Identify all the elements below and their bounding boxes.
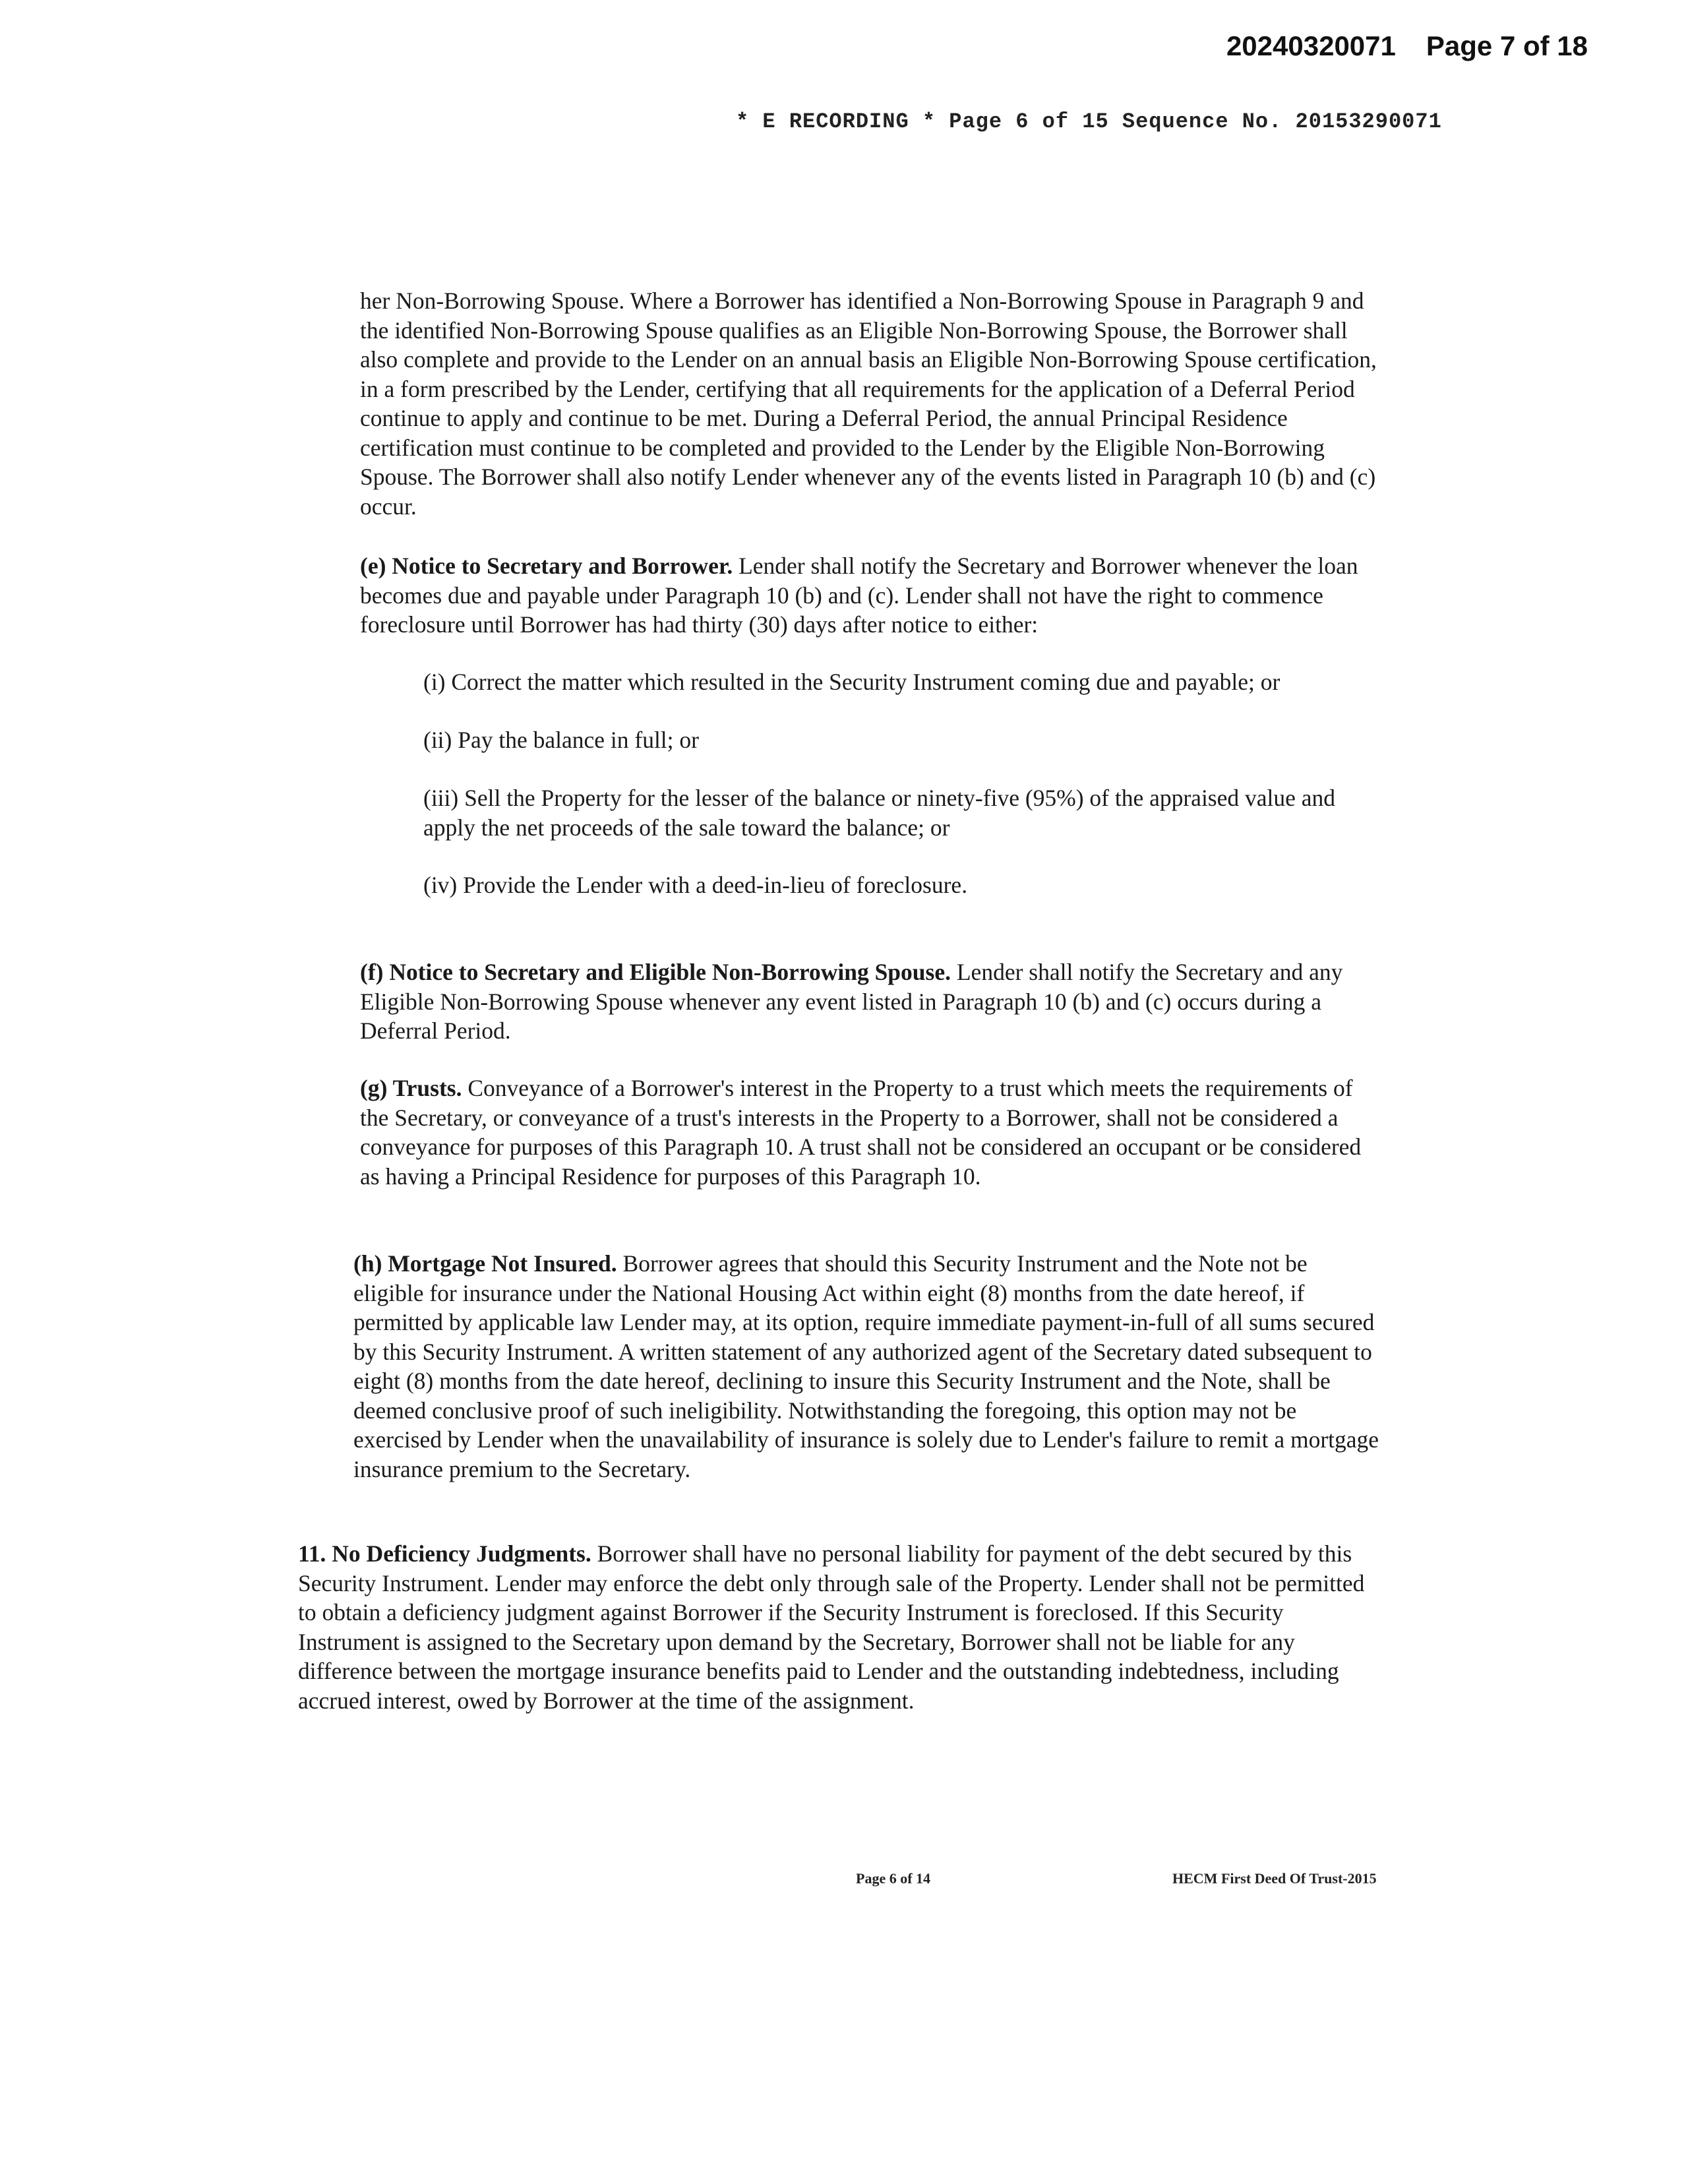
footer-form-name: HECM First Deed Of Trust-2015 bbox=[1172, 1870, 1377, 1887]
section-11-text: Borrower shall have no personal liability for payment of the debt secured by this Security Instrument. Lender may enforce the debt only through sale of the Property. Lender shall not be permitted to obtain a deficiency judgment against Borrower if the Security Instrument is foreclosed. If this Security Instrument is assigned to the Secretary upon demand by the Secretary, Borrower shall not be liable for any difference between the mortgage insurance benefits paid to Lender and the outstanding indebtedness, including accrued interest, owed by Borrower at the time of the assignment. bbox=[298, 1540, 1365, 1714]
continuation-paragraph: her Non-Borrowing Spouse. Where a Borrower has identified a Non-Borrowing Spouse in Paragraph 9 and the identified Non-Borrowing Spouse qualifies as an Eligible Non-Borrowing Spouse, the Borrower shall also complete and provide to the Lender on an annual basis an Eligible Non-Borrowing Spouse certification, in a form prescribed by the Lender, certifying that all requirements for the application of a Deferral Period continue to apply and continue to be met. During a Deferral Period, the annual Principal Residence certification must continue to be completed and provided to the Lender by the Eligible Non-Borrowing Spouse. The Borrower shall also notify Lender whenever any of the events listed in Paragraph 10 (b) and (c) occur. bbox=[360, 288, 1377, 520]
section-h-text: Borrower agrees that should this Security Instrument and the Note not be eligible for insurance under the National Housing Act within eight (8) months from the date hereof, if permitted by applicable law Lender may, at its option, require immediate payment-in-full of all sums secured by this Security Instrument. A written statement of any authorized agent of the Secretary dated subsequent to eight (8) months from the date hereof, declining to insure this Security Instrument and the Note, shall be deemed conclusive proof of such ineligibility. Notwithstanding the foregoing, this option may not be exercised by Lender when the unavailability of insurance is solely due to Lender's failure to remit a mortgage insurance premium to the Secretary. bbox=[353, 1250, 1379, 1482]
section-11-heading: 11. No Deficiency Judgments. bbox=[298, 1540, 591, 1567]
section-h-heading: (h) Mortgage Not Insured. bbox=[353, 1250, 617, 1277]
footer-page-number: Page 6 of 14 bbox=[856, 1870, 931, 1887]
section-g-paragraph bbox=[360, 1074, 1383, 1191]
section-h-paragraph bbox=[353, 1249, 1382, 1484]
section-e-heading: (e) Notice to Secretary and Borrower. bbox=[360, 553, 733, 579]
recording-line: * E RECORDING * Page 6 of 15 Sequence No. 20153290071 bbox=[736, 109, 1442, 134]
section-e-paragraph bbox=[360, 551, 1383, 640]
section-f-text: Lender shall notify the Secretary and any Eligible Non-Borrowing Spouse whenever any event listed in Paragraph 10 (b) and (c) occurs during a Deferral Period. bbox=[360, 959, 1343, 1044]
section-g-heading: (g) Trusts. bbox=[360, 1075, 462, 1101]
section-e-option: (i) Correct the matter which resulted in the Security Instrument coming due and payable; or bbox=[423, 669, 1281, 695]
section-e-text: Lender shall notify the Secretary and Borrower whenever the loan becomes due and payable under Paragraph 10 (b) and (c). Lender shall not have the right to commence foreclosure until Borrower has had thirty (30) days after notice to either: bbox=[360, 553, 1358, 638]
section-11-paragraph bbox=[298, 1539, 1379, 1715]
document-stamp bbox=[1226, 30, 1588, 62]
section-g-text: Conveyance of a Borrower's interest in the Property to a trust which meets the requirements of the Secretary, or conveyance of a trust's interests in the Property to a Borrower, shall not be considered a conveyance for purposes of this Paragraph 10. A trust shall not be considered an occupant or be considered as having a Principal Residence for purposes of this Paragraph 10. bbox=[360, 1075, 1362, 1190]
section-e-option: (ii) Pay the balance in full; or bbox=[423, 727, 699, 753]
document-number: 20240320071 bbox=[1226, 30, 1396, 61]
section-e-option: (iii) Sell the Property for the lesser of the balance or ninety-five (95%) of the appraised value and apply the net proceeds of the sale toward the balance; or bbox=[423, 785, 1336, 841]
section-e-option: (iv) Provide the Lender with a deed-in-lieu of foreclosure. bbox=[423, 872, 968, 898]
section-f-paragraph bbox=[360, 957, 1383, 1046]
section-f-heading: (f) Notice to Secretary and Eligible Non-Borrowing Spouse. bbox=[360, 959, 951, 985]
page-indicator: Page 7 of 18 bbox=[1426, 30, 1588, 61]
